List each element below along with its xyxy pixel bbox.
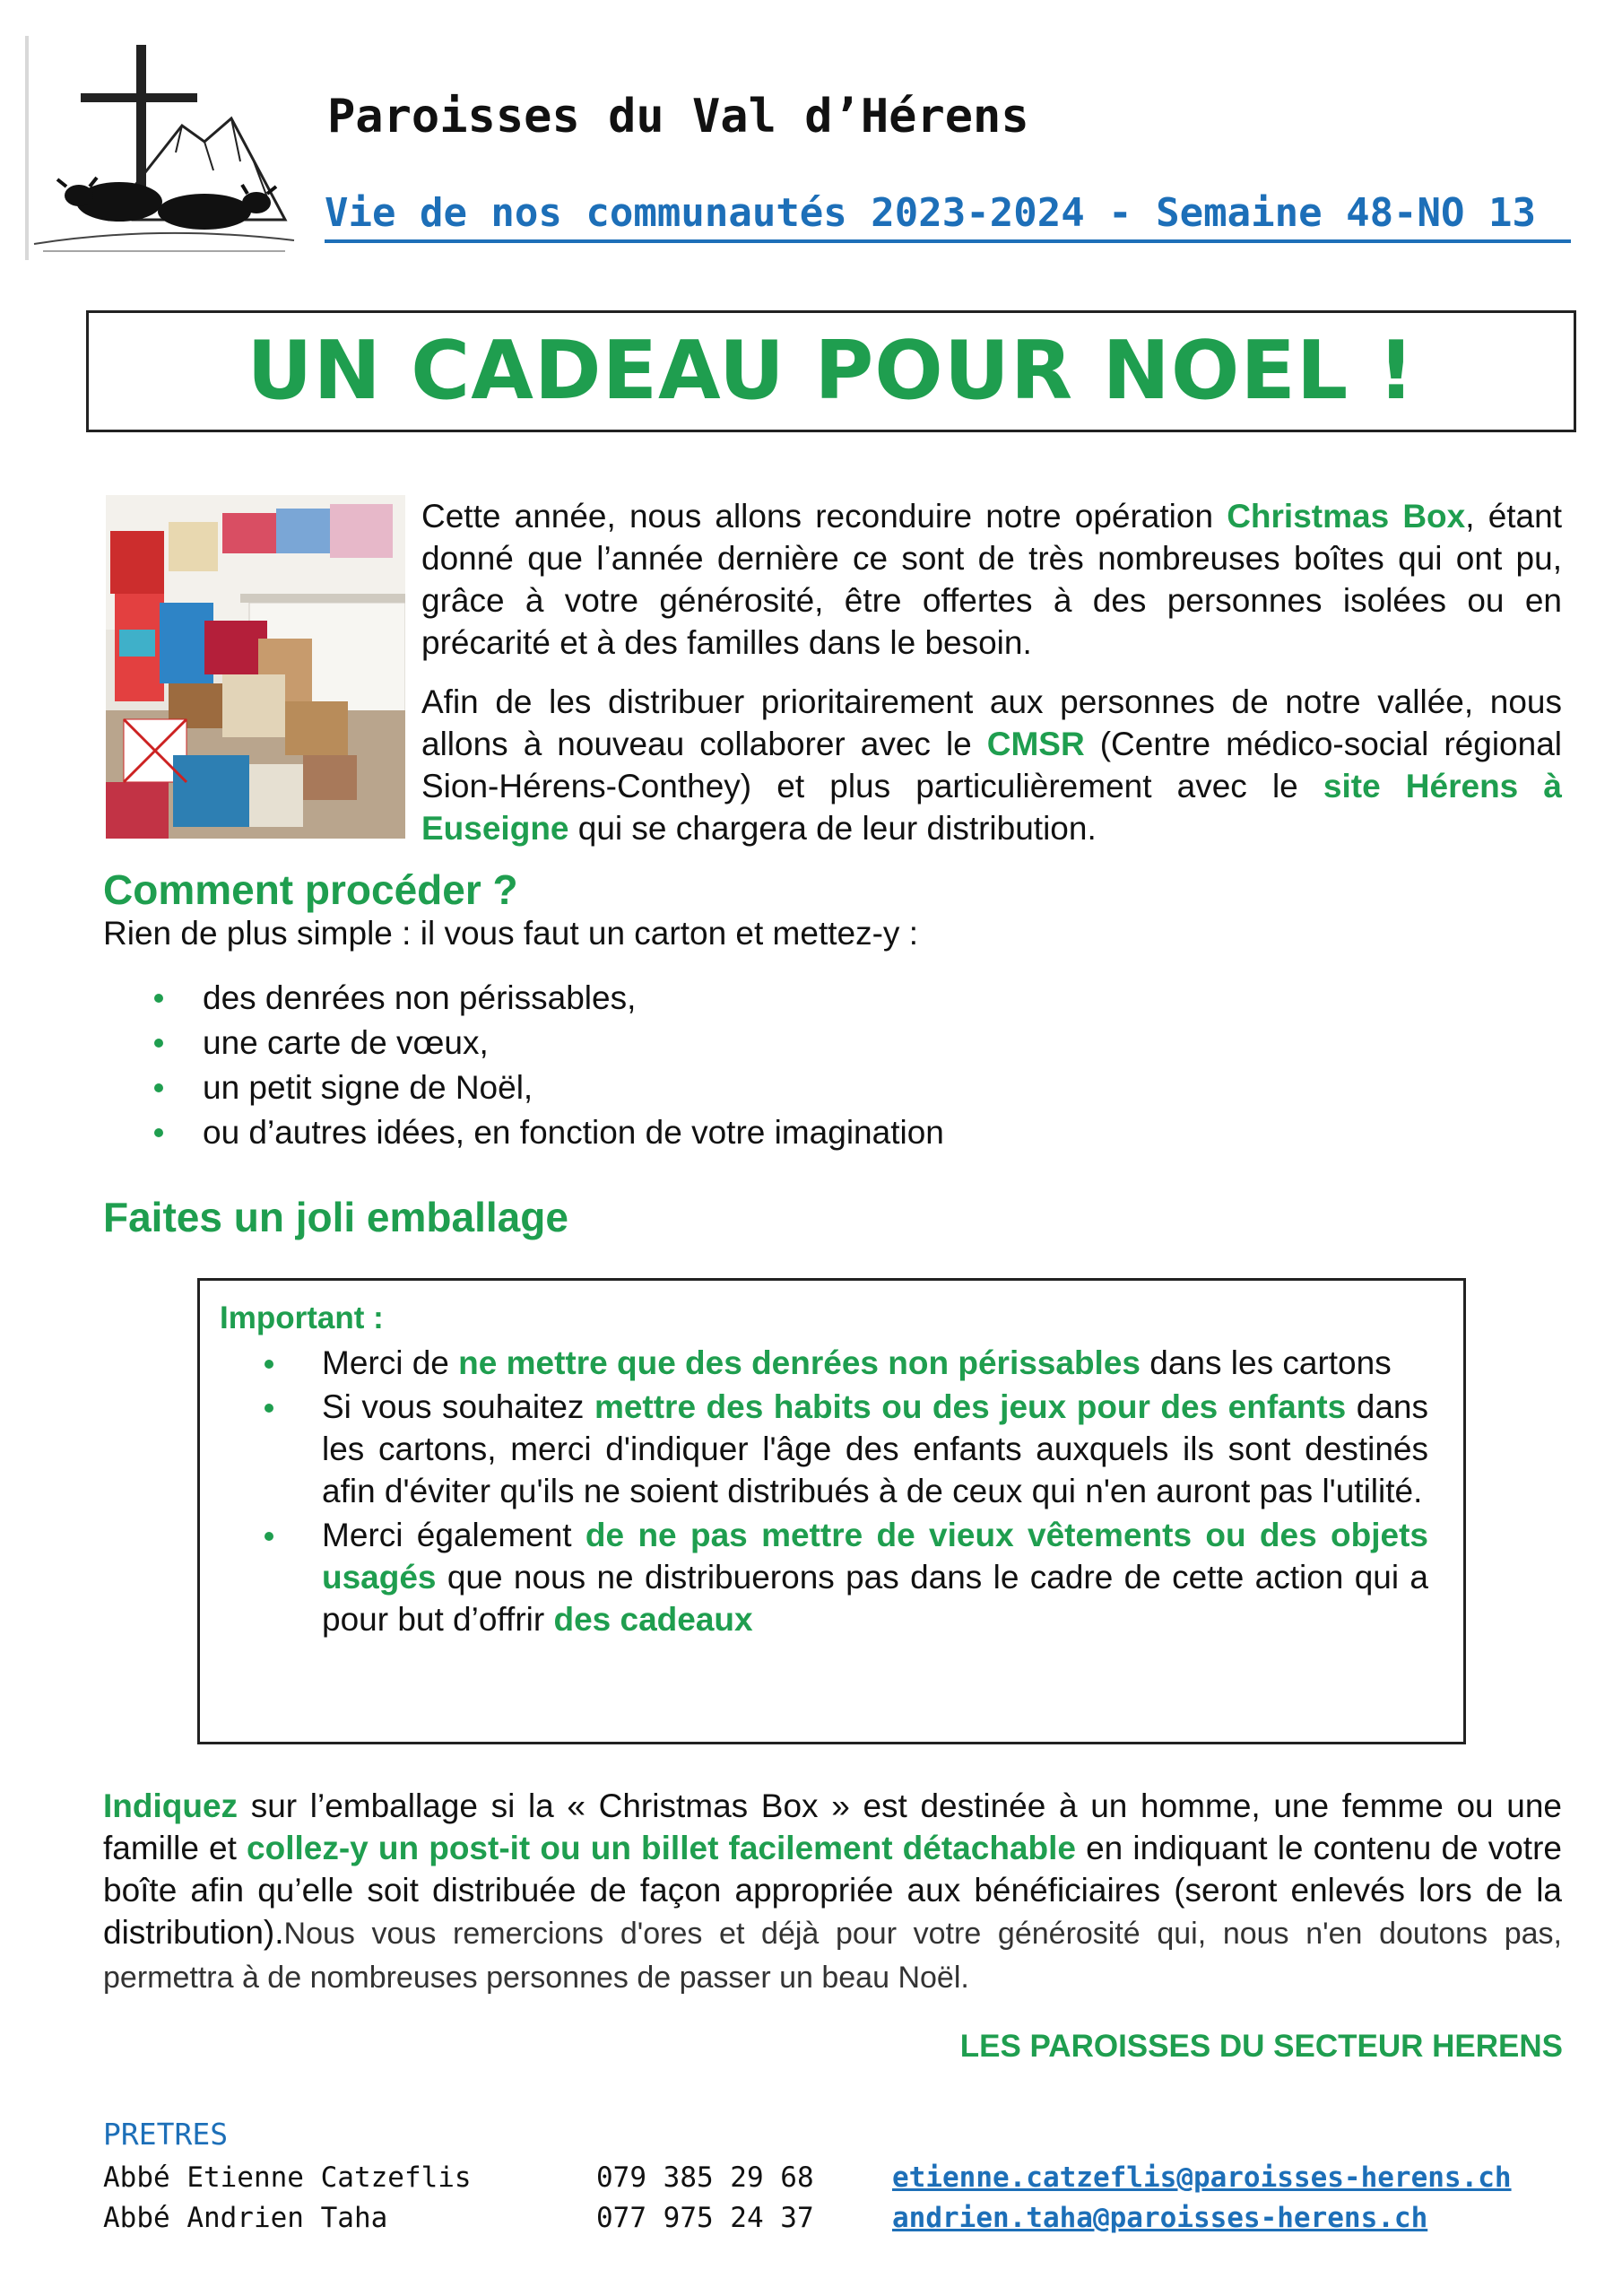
important-box — [197, 1278, 1466, 1744]
bullet-icon — [265, 1360, 273, 1369]
bullet-icon — [265, 1532, 273, 1541]
signature: LES PAROISSES DU SECTEUR HERENS — [959, 2029, 1563, 2064]
items-list — [143, 976, 944, 1155]
contact-email-link[interactable]: andrien.taha@paroisses-herens.ch — [892, 2202, 1428, 2234]
contact-phone: 079 385 29 68 — [596, 2161, 814, 2194]
how-heading: Comment procéder ? — [103, 866, 518, 913]
wrapping-heading: Faites un joli emballage — [103, 1194, 568, 1240]
cross-mountain-logo — [25, 36, 303, 260]
list-item: un petit signe de Noël, — [143, 1065, 944, 1110]
gift-boxes-photo — [106, 495, 405, 839]
publication-subtitle: Vie de nos communautés 2023-2024 - Semaine 48-NO 13 — [325, 190, 1571, 243]
contact-name: Abbé Etienne Catzeflis — [103, 2161, 472, 2194]
closing-paragraph: Indiquez sur l’emballage si la « Christmas Box » est destinée à un homme, une femme ou une famille et collez-y un post-it ou un billet facilement détachable en indiquant le contenu de votre boîte afin qu’elle soit distribuée de façon appropriée aux bénéficiaires (seront enlevés lors de la distribution).Nous vous remercions d'ores et déjà pour votre générosité qui, nous n'en doutons pas, permettra à de nombreuses personnes de passer un beau Noël. — [103, 1787, 1562, 1995]
how-intro: Rien de plus simple : il vous faut un carton et mettez-y : — [103, 915, 918, 952]
bullet-icon — [154, 1128, 163, 1137]
site-herens-highlight: site Hérens à Euseigne — [421, 768, 1562, 847]
important-item: Merci également de ne pas mettre de vieux vêtements ou des objets usagés que nous ne distribuerons pas dans le cadre de cette action qui a pour but d’offrir des cadeaux — [254, 1514, 1428, 1640]
intro-paragraph-1: Cette année, nous allons reconduire notre opération Christmas Box, étant donné que l’année dernière ce sont de très nombreuses boîtes qui ont pu, grâce à votre générosité, être offertes à des personnes isolées ou en précarité et à des familles dans le besoin. — [421, 498, 1562, 661]
bullet-icon — [154, 994, 163, 1003]
thanks-text: Nous vous remercions d'ores et déjà pour votre générosité qui, nous n'en doutons pas, permettra à de nombreuses personnes de passer un beau Noël. — [103, 1917, 1562, 1995]
important-item: Si vous souhaitez mettre des habits ou des jeux pour des enfants dans les cartons, merci d'indiquer l'âge des enfants auxquels ils sont destinés afin d'éviter qu'ils ne soient distribués à de ceux qui n'en auront pas l'utilité. — [254, 1386, 1428, 1512]
bullet-icon — [154, 1039, 163, 1048]
important-list — [254, 1342, 1428, 1642]
list-item: ou d’autres idées, en fonction de votre imagination — [143, 1110, 944, 1155]
christmas-box-highlight: Christmas Box — [1227, 498, 1466, 535]
publication-title: Paroisses du Val d’Hérens — [327, 90, 1029, 144]
contact-email-link[interactable]: etienne.catzeflis@paroisses-herens.ch — [892, 2161, 1512, 2194]
contact-phone: 077 975 24 37 — [596, 2202, 814, 2234]
important-label: Important : — [220, 1300, 384, 1335]
bullet-icon — [154, 1083, 163, 1092]
list-item: une carte de vœux, — [143, 1021, 944, 1065]
intro-paragraph-2: Afin de les distribuer prioritairement aux personnes de notre vallée, nous allons à nouveau collaborer avec le CMSR (Centre médico-social régional Sion-Hérens-Conthey) et plus particulièrement avec le site Hérens à Euseigne qui se chargera de leur distribution. — [421, 683, 1562, 847]
contact-name: Abbé Andrien Taha — [103, 2202, 388, 2234]
main-title-box — [86, 310, 1576, 432]
important-item: Merci de ne mettre que des denrées non périssables dans les cartons — [254, 1342, 1428, 1384]
bullet-icon — [265, 1404, 273, 1413]
list-item: des denrées non périssables, — [143, 976, 944, 1021]
cmsr-highlight: CMSR — [986, 726, 1085, 762]
main-title: UN CADEAU POUR NOEL ! — [247, 324, 1416, 418]
priests-label: PRETRES — [103, 2117, 229, 2152]
